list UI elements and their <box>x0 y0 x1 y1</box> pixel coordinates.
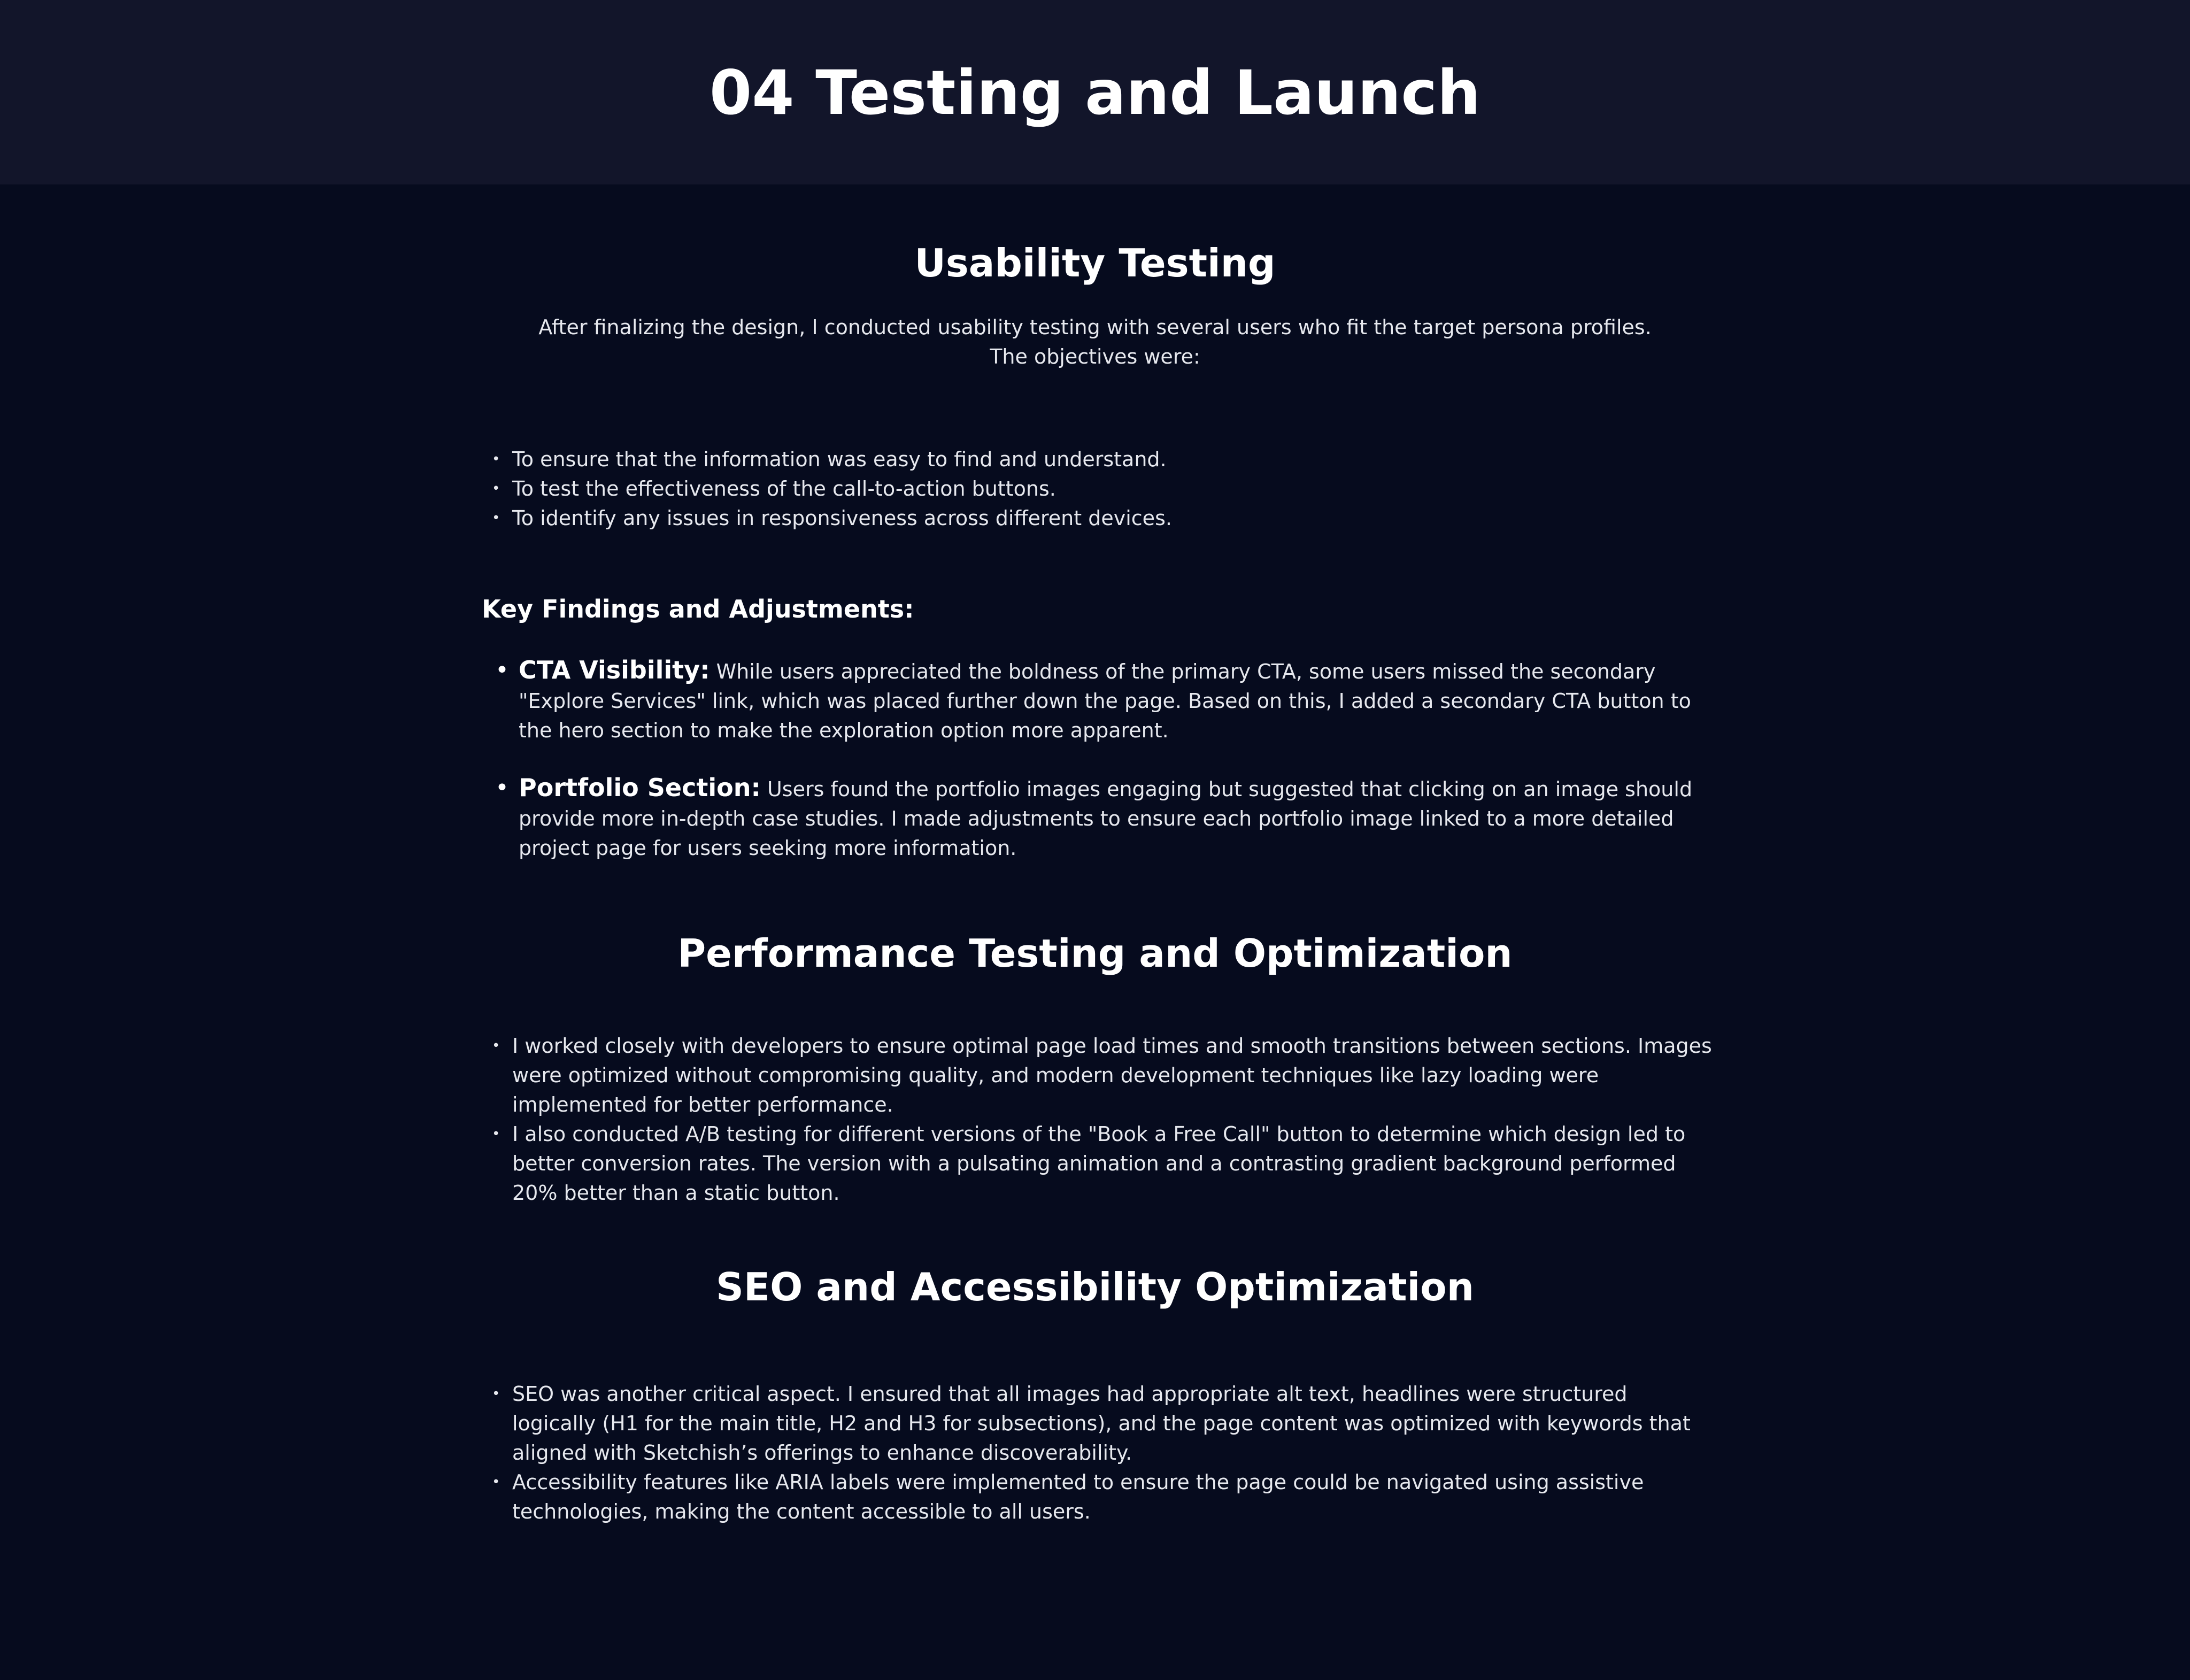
list-item: • I worked closely with developers to ensure optimal page load times and smooth transitions between sections. Images were optimized without compromising quality, and modern development techniques like lazy loading were implemented for better performance. <box>483 1031 1713 1120</box>
page-title: 04 Testing and Launch <box>709 57 1481 128</box>
list-item: • Accessibility features like ARIA labels were implemented to ensure the page could be navigated using assistive technologies, making the content accessible to all users. <box>483 1468 1713 1527</box>
list-item: • To identify any issues in responsiveness across different devices. <box>483 504 1713 533</box>
page-header <box>0 0 2190 184</box>
seo-section-title: SEO and Accessibility Optimization <box>716 1265 1474 1309</box>
performance-list <box>483 1031 1713 1208</box>
bullet-icon: • <box>492 1126 500 1142</box>
bullet-icon: • <box>495 774 509 802</box>
finding-text: Users found the portfolio images engaging but suggested that clicking on an image should provide more in-depth case studies. I made adjustments to ensure each portfolio image linked to a more detailed project page for users seeking more information. <box>519 777 1693 860</box>
finding-label: CTA Visibility: <box>519 656 710 684</box>
findings-heading: Key Findings and Adjustments: <box>482 595 914 623</box>
performance-section-title: Performance Testing and Optimization <box>677 931 1513 976</box>
bullet-icon: • <box>492 1386 500 1402</box>
bullet-icon: • <box>495 657 509 684</box>
bullet-icon: • <box>492 1474 500 1490</box>
list-item: • To test the effectiveness of the call-to-action buttons. <box>483 474 1713 504</box>
list-item: • To ensure that the information was easy to find and understand. <box>483 445 1713 474</box>
list-item: • SEO was another critical aspect. I ensured that all images had appropriate alt text, headlines were structured logically (H1 for the main title, H2 and H3 for subsections), and the page content was optimized with keywords that aligned with Sketchish’s offerings to enhance discoverability. <box>483 1380 1713 1468</box>
seo-list <box>483 1380 1713 1527</box>
finding-label: Portfolio Section: <box>519 773 761 802</box>
bullet-icon: • <box>492 510 500 526</box>
finding-cta-visibility <box>495 656 1716 745</box>
bullet-icon: • <box>492 451 500 467</box>
objectives-list <box>483 445 1713 533</box>
bullet-icon: • <box>492 1038 500 1054</box>
finding-text: While users appreciated the boldness of the primary CTA, some users missed the secondary "Explore Services" link, which was placed further down the page. Based on this, I added a secondary CTA button to the hero section to make the exploration option more apparent. <box>519 660 1691 742</box>
usability-intro: After finalizing the design, I conducted usability testing with several users who fit the target persona profiles. The objectives were: <box>538 315 1652 368</box>
finding-portfolio-section <box>495 773 1716 863</box>
list-item: • I also conducted A/B testing for different versions of the "Book a Free Call" button to determine which design led to better conversion rates. The version with a pulsating animation and a contrasting gradient background performed 20% better than a static button. <box>483 1120 1713 1208</box>
usability-section-title: Usability Testing <box>914 241 1276 286</box>
bullet-icon: • <box>492 481 500 497</box>
